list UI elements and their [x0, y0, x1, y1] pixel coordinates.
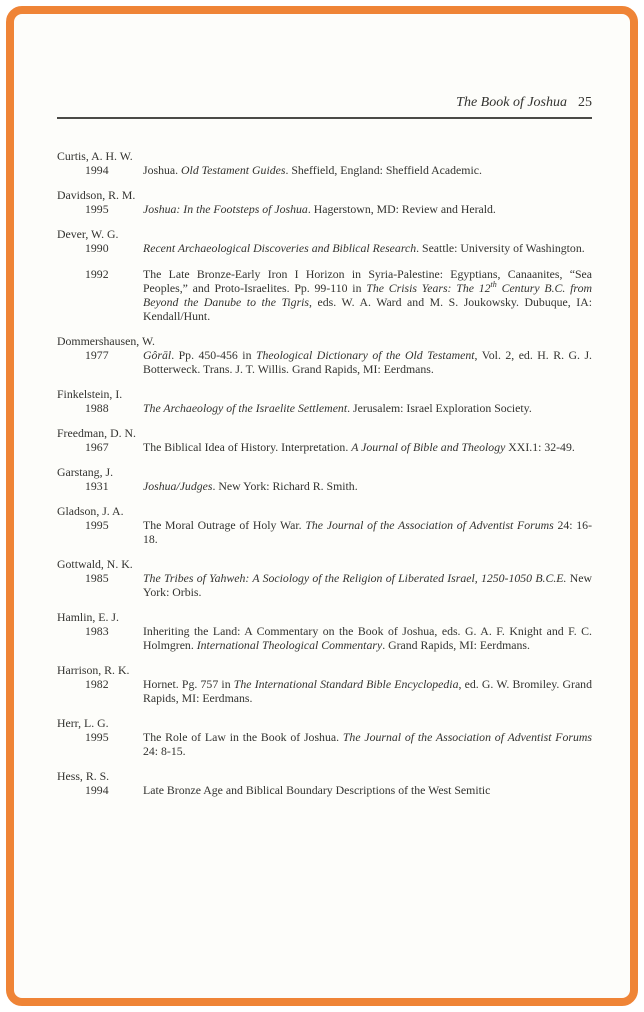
book-page	[14, 14, 630, 998]
entry-reference	[143, 571, 592, 599]
reference-segment: , Vol. 2, ed. H. R. G. J. Botterweck. Trans. J. T. Willis. Grand Rapids, MI: Eerdmans.	[143, 348, 592, 376]
entry-author: Finkelstein, I.	[57, 387, 123, 401]
bibliography-entry	[57, 663, 592, 705]
entry-reference	[143, 677, 592, 705]
page-header	[57, 96, 592, 119]
reference-segment: Joshua.	[143, 163, 182, 177]
entry-author: Herr, L. G.	[57, 716, 109, 730]
bibliography-entry	[57, 465, 592, 493]
reference-segment: Gôrāl	[143, 348, 172, 362]
running-title: The Book of Joshua	[456, 95, 567, 110]
entry-reference	[143, 401, 592, 415]
reference-segment: Joshua: In the Footsteps of Joshua	[143, 202, 308, 216]
reference-segment: New York: Orbis.	[143, 571, 592, 599]
reference-segment: . Grand Rapids, MI: Eerdmans.	[382, 638, 530, 652]
reference-segment: Recent Archaeological Discoveries and Biblical Research	[143, 241, 417, 255]
reference-segment: . Seattle: University of Washington.	[416, 241, 585, 255]
bibliography-entry	[57, 149, 592, 177]
reference-segment: . Jerusalem: Israel Exploration Society.	[347, 401, 532, 415]
entry-reference	[143, 163, 592, 177]
reference-segment: The Journal of the Association of Adventist Forums	[305, 518, 554, 532]
entry-work	[57, 730, 592, 758]
entry-work	[57, 624, 592, 652]
entry-year: 1990	[85, 241, 109, 255]
bibliography-entry	[57, 557, 592, 599]
entry-author: Dommershausen, W.	[57, 334, 155, 348]
reference-segment: The Late Bronze-Early Iron I Horizon in Syria-Palestine: Egyptians, Canaanites, “Sea Peoples,” and Proto-Israelites. Pp. 99-110 in	[143, 267, 592, 295]
entry-work	[57, 440, 592, 454]
page-number: 25	[578, 95, 592, 110]
entry-reference	[143, 518, 592, 546]
entry-year: 1995	[85, 202, 109, 216]
reference-segment: , eds. W. A. Ward and M. S. Joukowsky. Dubuque, IA: Kendall/Hunt.	[143, 295, 592, 323]
entry-reference	[143, 202, 592, 216]
reference-segment: Inheriting the Land: A Commentary on the Book of Joshua, eds. G. A. F. Knight and F. C. Holmgren.	[143, 624, 592, 652]
entry-year: 1995	[85, 730, 109, 744]
entry-work	[57, 401, 592, 415]
entry-author: Harrison, R. K.	[57, 663, 130, 677]
reference-segment: The Moral Outrage of Holy War.	[143, 518, 306, 532]
entry-work	[57, 783, 592, 797]
reference-segment: Theological Dictionary of the Old Testament	[255, 348, 475, 362]
reference-segment: . Hagerstown, MD: Review and Herald.	[307, 202, 496, 216]
entry-work	[57, 241, 592, 255]
reference-segment: Hornet. Pg. 757 in	[143, 677, 234, 691]
entry-year: 1985	[85, 571, 109, 585]
entry-work	[57, 348, 592, 376]
entry-reference	[143, 241, 592, 255]
bibliography-entry	[57, 334, 592, 376]
bibliography-entry	[57, 426, 592, 454]
entry-reference	[143, 624, 592, 652]
bibliography-entry	[57, 504, 592, 546]
reference-segment: The Tribes of Yahweh: A Sociology of the Religion of Liberated Israel, 1250-1050 B.C.E.	[143, 571, 567, 585]
reference-segment: A Journal of Bible and Theology	[351, 440, 506, 454]
entry-author: Freedman, D. N.	[57, 426, 136, 440]
entry-reference	[143, 730, 592, 758]
entry-work	[57, 677, 592, 705]
entry-work	[57, 479, 592, 493]
entry-year: 1983	[85, 624, 109, 638]
entry-author: Dever, W. G.	[57, 227, 119, 241]
reference-segment: The Biblical Idea of History. Interpretation.	[143, 440, 352, 454]
bibliography-list	[57, 149, 592, 797]
entry-reference	[143, 783, 592, 797]
reference-segment: . New York: Richard R. Smith.	[212, 479, 358, 493]
reference-segment: Joshua/Judges	[143, 479, 213, 493]
reference-segment: 24: 8-15.	[143, 744, 186, 758]
entry-author: Gottwald, N. K.	[57, 557, 133, 571]
reference-segment: The Crisis Years: The 12	[366, 281, 491, 295]
reference-segment: . Pp. 450-456 in	[171, 348, 256, 362]
bibliography-entry	[57, 227, 592, 323]
bibliography-entry	[57, 769, 592, 797]
bibliography-entry	[57, 188, 592, 216]
bibliography-entry	[57, 387, 592, 415]
entry-author: Gladson, J. A.	[57, 504, 124, 518]
reference-segment: The Archaeology of the Israelite Settlement	[143, 401, 348, 415]
entry-author: Curtis, A. H. W.	[57, 149, 133, 163]
entry-work	[57, 163, 592, 177]
reference-segment: The International Standard Bible Encyclopedia	[233, 677, 459, 691]
entry-year: 1931	[85, 479, 109, 493]
entry-year: 1988	[85, 401, 109, 415]
entry-work	[57, 202, 592, 216]
entry-work	[57, 518, 592, 546]
reference-segment: International Theological Commentary	[196, 638, 383, 652]
entry-year: 1967	[85, 440, 109, 454]
entry-work	[57, 571, 592, 599]
entry-reference	[143, 267, 592, 323]
entry-author: Hess, R. S.	[57, 769, 110, 783]
reference-segment: The Role of Law in the Book of Joshua.	[143, 730, 343, 744]
reference-segment: Century B.C. from Beyond the Danube to the Tigris	[143, 281, 592, 309]
entry-author: Garstang, J.	[57, 465, 114, 479]
entry-reference	[143, 348, 592, 376]
reference-segment: 24: 16-18.	[143, 518, 593, 546]
entry-year: 1995	[85, 518, 109, 532]
entry-year: 1977	[85, 348, 109, 362]
bibliography-entry	[57, 716, 592, 758]
reference-segment: XXI.1: 32-49.	[505, 440, 575, 454]
bibliography-entry	[57, 610, 592, 652]
reference-segment: th	[490, 280, 497, 290]
entry-year: 1994	[85, 163, 109, 177]
entry-reference	[143, 440, 592, 454]
entry-author: Hamlin, E. J.	[57, 610, 119, 624]
entry-work	[57, 267, 592, 323]
reference-segment: Late Bronze Age and Biblical Boundary Descriptions of the West Semitic	[143, 783, 491, 797]
entry-author: Davidson, R. M.	[57, 188, 136, 202]
reference-segment: , ed. G. W. Bromiley. Grand Rapids, MI: Eerdmans.	[143, 677, 592, 705]
entry-reference	[143, 479, 592, 493]
entry-year: 1992	[85, 267, 109, 281]
entry-year: 1994	[85, 783, 109, 797]
reference-segment: Old Testament Guides	[181, 163, 286, 177]
reference-segment: . Sheffield, England: Sheffield Academic.	[285, 163, 482, 177]
entry-year: 1982	[85, 677, 109, 691]
reference-segment: The Journal of the Association of Adventist Forums	[342, 730, 592, 744]
